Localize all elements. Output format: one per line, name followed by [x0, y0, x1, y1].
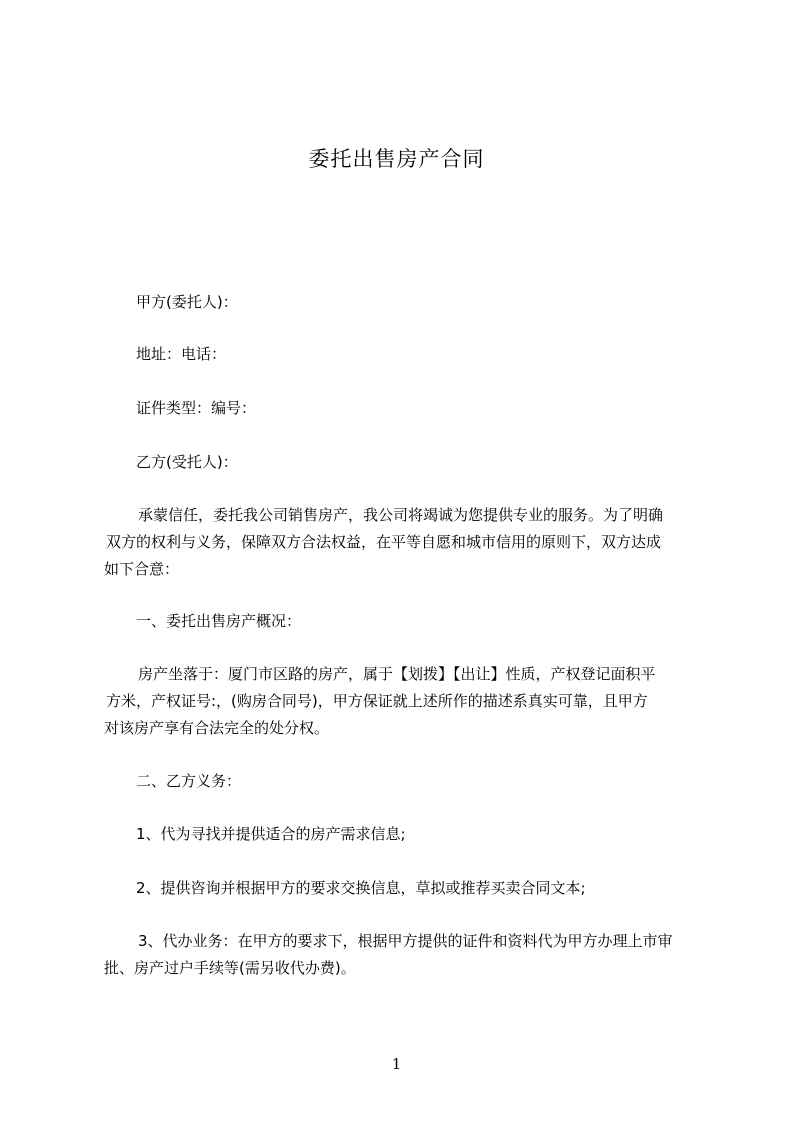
id-type-number-line: 证件类型：编号：: [136, 399, 257, 417]
page-number: 1: [391, 1055, 402, 1073]
intro-line-1: 承蒙信任，委托我公司销售房产，我公司将竭诚为您提供专业的服务。为了明确: [138, 506, 664, 524]
section2-heading: 二、乙方义务：: [136, 772, 242, 790]
section1-line-2: 方米，产权证号:，(购房合同号)，甲方保证就上述所作的描述系真实可靠，且甲方: [106, 692, 648, 710]
section1-line-3: 对该房产享有合法完全的处分权。: [104, 719, 330, 737]
address-phone-line: 地址：电话：: [136, 345, 227, 363]
document-title: 委托出售房产合同: [308, 147, 485, 171]
duty-3-line-1: 3、代办业务：在甲方的要求下，根据甲方提供的证件和资料代为甲方办理上市审: [138, 932, 673, 950]
party-b-line: 乙方(受托人)：: [136, 453, 238, 471]
duty-3-line-2: 批、房产过户手续等(需另收代办费)。: [104, 959, 356, 977]
duty-2-line: 2、提供咨询并根据甲方的要求交换信息，草拟或推荐买卖合同文本;: [136, 879, 586, 897]
intro-line-3: 如下合意：: [104, 560, 180, 578]
section1-line-1: 房产坐落于：厦门市区路的房产，属于【划拨】【出让】性质，产权登记面积平: [138, 665, 656, 683]
section1-heading: 一、委托出售房产概况：: [136, 612, 302, 630]
intro-line-2: 双方的权利与义务，保障双方合法权益，在平等自愿和城市信用的原则下，双方达成: [106, 533, 662, 551]
duty-1-line: 1、代为寻找并提供适合的房产需求信息;: [136, 825, 406, 843]
party-a-line: 甲方(委托人)：: [136, 293, 238, 311]
